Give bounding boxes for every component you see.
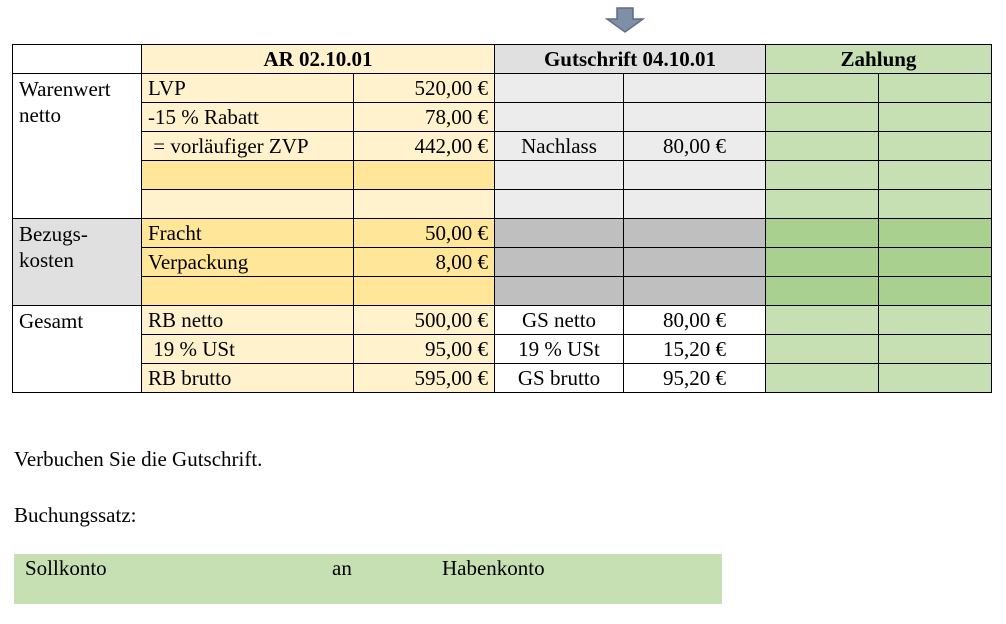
invoice-value: 78,00 € [354, 103, 495, 132]
gesamt-label: Gesamt [13, 306, 142, 393]
credit-total-value: 80,00 € [624, 306, 766, 335]
booking-entry-box[interactable] [14, 554, 722, 604]
debit-account[interactable]: Sollkonto [25, 556, 107, 580]
down-arrow-icon [605, 6, 645, 34]
table-row [13, 306, 992, 335]
table-row [13, 161, 992, 190]
cost-label: Fracht [142, 219, 354, 248]
connector-word: an [332, 556, 352, 580]
table-row [13, 74, 992, 103]
cost-value: 8,00 € [354, 248, 495, 277]
credit-total-label: 19 % USt [495, 335, 624, 364]
table-row [13, 190, 992, 219]
header-row [13, 45, 992, 74]
credit-label: Nachlass [495, 132, 624, 161]
invoice-label: LVP [142, 74, 354, 103]
bezugskosten-label: Bezugs- kosten [13, 219, 142, 306]
table-row [13, 364, 992, 393]
invoice-label: -15 % Rabatt [142, 103, 354, 132]
calculation-table [12, 44, 992, 393]
credit-value: 80,00 € [624, 132, 766, 161]
total-value: 500,00 € [354, 306, 495, 335]
table-row [13, 132, 992, 161]
credit-total-value: 95,20 € [624, 364, 766, 393]
credit-total-value: 15,20 € [624, 335, 766, 364]
corner-cell [13, 45, 142, 74]
credit-header: Gutschrift 04.10.01 [495, 45, 766, 74]
invoice-value: 520,00 € [354, 74, 495, 103]
credit-account[interactable]: Habenkonto [442, 556, 545, 580]
total-label: RB brutto [142, 364, 354, 393]
table-row [13, 219, 992, 248]
table-row [13, 248, 992, 277]
booking-label: Buchungssatz: [14, 503, 137, 527]
task-instruction: Verbuchen Sie die Gutschrift. [14, 447, 263, 471]
invoice-header: AR 02.10.01 [142, 45, 495, 74]
warenwert-label: Warenwert netto [13, 74, 142, 219]
invoice-value: 442,00 € [354, 132, 495, 161]
invoice-label: = vorläufiger ZVP [142, 132, 354, 161]
table-row [13, 277, 992, 306]
total-label: 19 % USt [142, 335, 354, 364]
credit-total-label: GS netto [495, 306, 624, 335]
credit-total-label: GS brutto [495, 364, 624, 393]
total-label: RB netto [142, 306, 354, 335]
cost-label: Verpackung [142, 248, 354, 277]
total-value: 595,00 € [354, 364, 495, 393]
total-value: 95,00 € [354, 335, 495, 364]
payment-header: Zahlung [766, 45, 992, 74]
table-row [13, 335, 992, 364]
table-row [13, 103, 992, 132]
cost-value: 50,00 € [354, 219, 495, 248]
